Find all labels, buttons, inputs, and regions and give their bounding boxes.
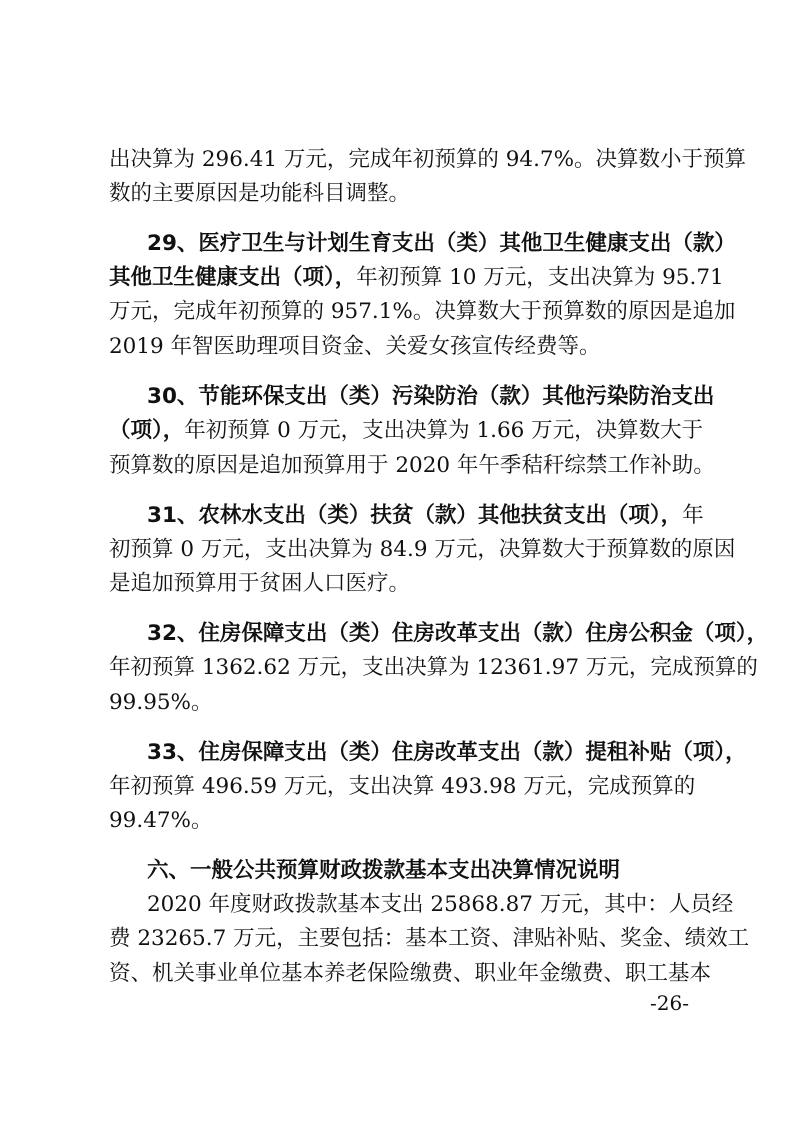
item-29-title-cont: 其他卫生健康支出（项）， — [109, 265, 357, 290]
item-30-title-cont: （项）， — [109, 418, 185, 443]
item-33-title: 33、住房保障支出（类）住房改革支出（款）提租补贴（项）， — [147, 740, 747, 765]
item-32-line: 99.95%。 — [109, 690, 213, 715]
item-31-line: 是追加预算用于贫困人口医疗。 — [109, 571, 411, 596]
item-32-title: 32、住房保障支出（类）住房改革支出（款）住房公积金（项）， — [147, 621, 769, 646]
page-number: -26- — [650, 991, 689, 1015]
item-31-line — [147, 502, 704, 530]
item-30-text: 年初预算 0 万元，支出决算为 1.66 万元，决算数大于 — [184, 418, 704, 443]
item-33-line: 年初预算 496.59 万元，支出决算 493.98 万元，完成预算的 — [109, 774, 696, 799]
paragraph-line: 出决算为 296.41 万元，完成年初预算的 94.7%。决算数小于预算 — [109, 147, 747, 172]
item-31-text: 年 — [682, 503, 704, 528]
item-30-line — [109, 417, 704, 445]
item-30-line: 预算数的原因是追加预算用于 2020 年午季秸秆综禁工作补助。 — [109, 453, 715, 478]
item-30-title: 30、节能环保支出（类）污染防治（款）其他污染防治支出 — [147, 384, 715, 409]
item-29-line — [109, 264, 724, 292]
item-31-line: 初预算 0 万元，支出决算为 84.9 万元，决算数大于预算数的原因 — [109, 537, 736, 562]
item-31-title: 31、农林水支出（类）扶贫（款）其他扶贫支出（项）， — [147, 503, 683, 528]
section-heading: 六、一般公共预算财政拨款基本支出决算情况说明 — [147, 858, 621, 883]
item-32-line: 年初预算 1362.62 万元，支出决算为 12361.97 万元，完成预算的 — [109, 655, 758, 680]
item-33-line: 99.47%。 — [109, 808, 213, 833]
section-line: 2020 年度财政拨款基本支出 25868.87 万元，其中：人员经 — [147, 892, 734, 917]
section-line: 费 23265.7 万元，主要包括：基本工资、津贴补贴、奖金、绩效工 — [109, 926, 750, 951]
section-line: 资、机关事业单位基本养老保险缴费、职业年金缴费、职工基本 — [109, 961, 712, 986]
item-29-title: 29、医疗卫生与计划生育支出（类）其他卫生健康支出（款） — [147, 231, 736, 256]
item-29-text: 年初预算 10 万元，支出决算为 95.71 — [356, 265, 724, 290]
item-29-line: 2019 年智医助理项目资金、关爱女孩宣传经费等。 — [109, 334, 601, 359]
paragraph-line: 数的主要原因是功能科目调整。 — [109, 181, 411, 206]
item-29-line: 万元，完成年初预算的 957.1%。决算数大于预算数的原因是追加 — [109, 299, 736, 324]
